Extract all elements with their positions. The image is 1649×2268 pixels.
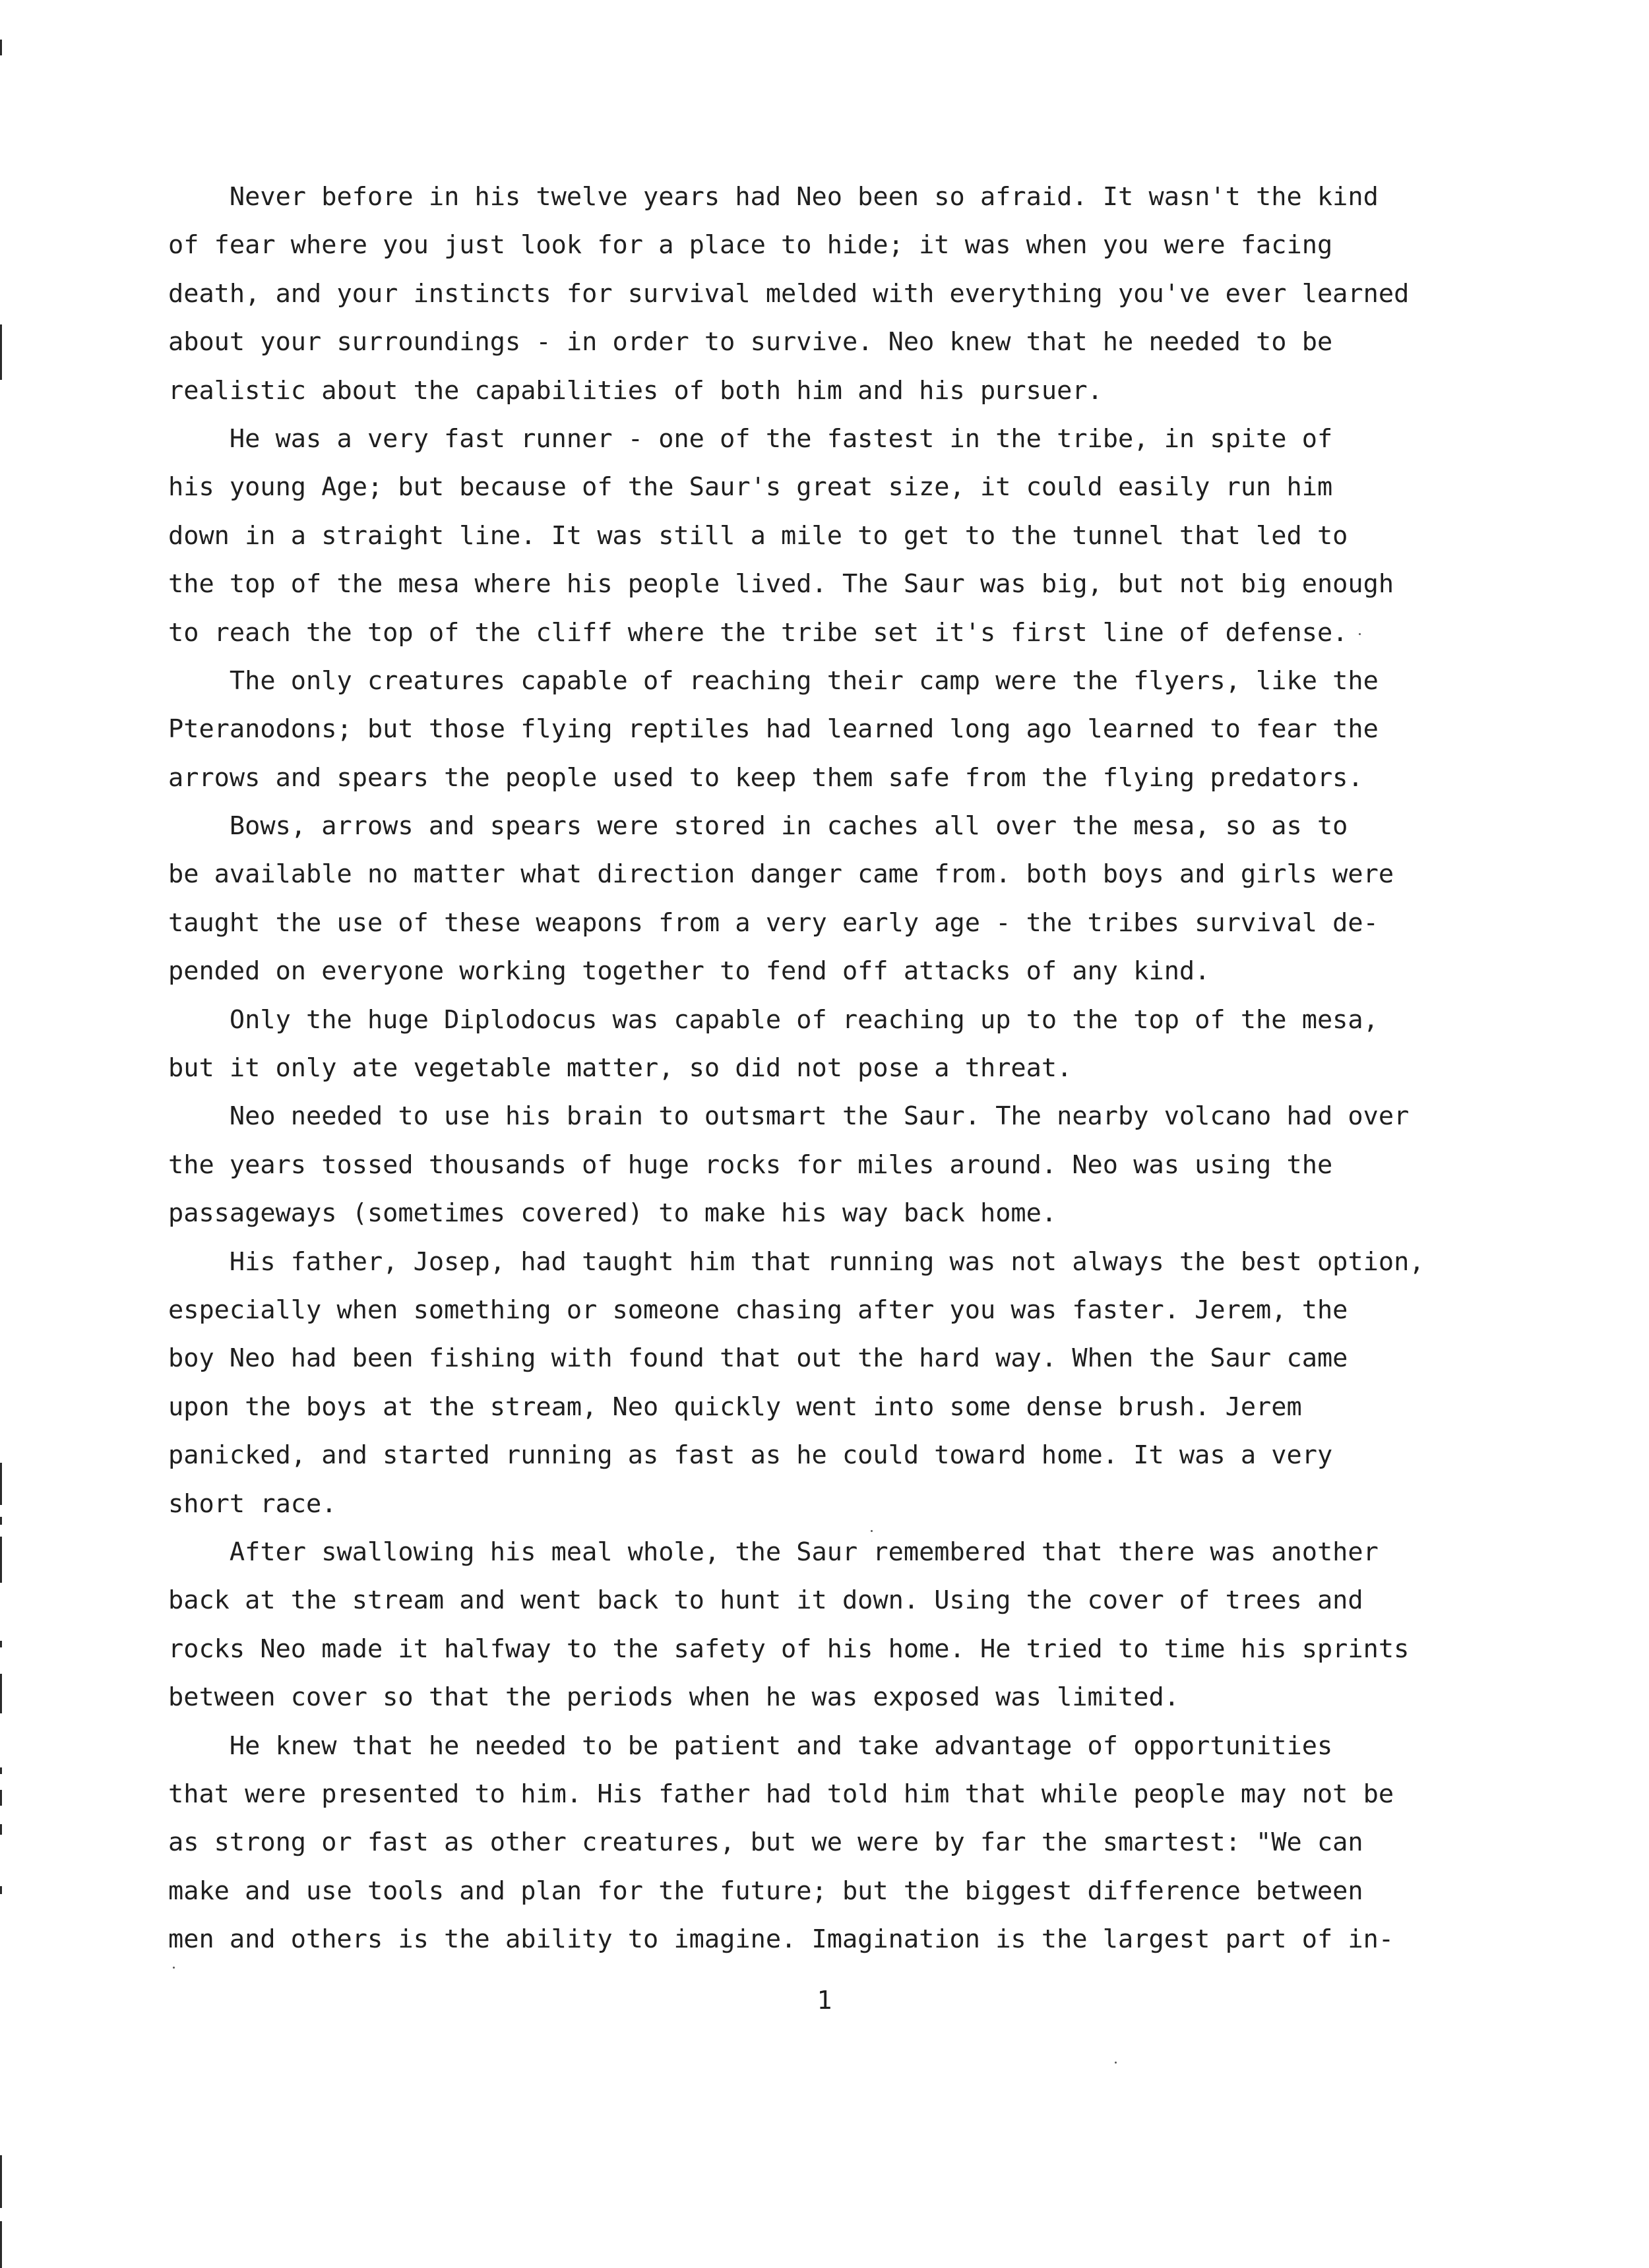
text-line: down in a straight line. It was still a mile to get to the tunnel that led to bbox=[168, 520, 1348, 551]
text-line: about your surroundings - in order to survive. Neo knew that he needed to be bbox=[168, 327, 1333, 357]
body-text bbox=[168, 173, 1527, 1963]
text-line: panicked, and started running as fast as he could toward home. It was a very bbox=[168, 1440, 1333, 1471]
scan-edge-mark bbox=[0, 1824, 2, 1835]
text-line: The only creatures capable of reaching their camp were the flyers, like the bbox=[168, 665, 1379, 696]
text-line: short race. bbox=[168, 1488, 337, 1519]
text-line: to reach the top of the cliff where the tribe set it's first line of defense. bbox=[168, 617, 1348, 648]
scan-edge-mark bbox=[0, 1517, 2, 1525]
text-line: He knew that he needed to be patient and take advantage of opportunities bbox=[168, 1731, 1333, 1761]
text-line: be available no matter what direction danger came from. both boys and girls were bbox=[168, 859, 1394, 890]
text-line: that were presented to him. His father had told him that while people may not be bbox=[168, 1779, 1394, 1809]
text-line: His father, Josep, had taught him that running was not always the best option, bbox=[168, 1246, 1425, 1277]
text-line: but it only ate vegetable matter, so did not pose a threat. bbox=[168, 1053, 1073, 1084]
text-line: between cover so that the periods when he was exposed was limited. bbox=[168, 1682, 1179, 1713]
text-line: upon the boys at the stream, Neo quickly went into some dense brush. Jerem bbox=[168, 1392, 1302, 1422]
scan-edge-mark bbox=[0, 1886, 2, 1894]
text-line: of fear where you just look for a place to hide; it was when you were facing bbox=[168, 230, 1333, 261]
scan-edge-mark bbox=[0, 2221, 2, 2268]
text-line: realistic about the capabilities of both him and his pursuer. bbox=[168, 375, 1103, 406]
scan-edge-mark bbox=[0, 1537, 2, 1583]
scan-speck bbox=[1115, 2062, 1117, 2064]
text-line: After swallowing his meal whole, the Saur remembered that there was another bbox=[168, 1537, 1379, 1567]
text-line: death, and your instincts for survival melded with everything you've ever learned bbox=[168, 278, 1410, 309]
scan-edge-mark bbox=[0, 1674, 2, 1713]
text-line: taught the use of these weapons from a very early age - the tribes survival de- bbox=[168, 907, 1379, 938]
text-line: Neo needed to use his brain to outsmart the Saur. The nearby volcano had over bbox=[168, 1101, 1410, 1132]
scan-edge-mark bbox=[0, 1767, 2, 1774]
text-line: He was a very fast runner - one of the fastest in the tribe, in spite of bbox=[168, 423, 1333, 454]
text-line: men and others is the ability to imagine. Imagination is the largest part of in- bbox=[168, 1924, 1394, 1955]
text-line: Never before in his twelve years had Neo been so afraid. It wasn't the kind bbox=[168, 182, 1379, 212]
text-line: his young Age; but because of the Saur's great size, it could easily run him bbox=[168, 472, 1333, 503]
scan-edge-mark bbox=[0, 324, 2, 380]
text-line: as strong or fast as other creatures, but we were by far the smartest: "We can bbox=[168, 1827, 1363, 1858]
text-line: boy Neo had been fishing with found that out the hard way. When the Saur came bbox=[168, 1343, 1348, 1374]
text-line: the top of the mesa where his people lived. The Saur was big, but not big enough bbox=[168, 569, 1394, 599]
scan-edge-mark bbox=[0, 40, 2, 55]
text-line: Bows, arrows and spears were stored in caches all over the mesa, so as to bbox=[168, 811, 1348, 842]
text-line: Pteranodons; but those flying reptiles had learned long ago learned to fear the bbox=[168, 714, 1379, 745]
text-line: especially when something or someone chasing after you was faster. Jerem, the bbox=[168, 1295, 1348, 1325]
scan-edge-mark bbox=[0, 1790, 2, 1806]
scan-edge-mark bbox=[0, 1641, 2, 1647]
page-number: 1 bbox=[817, 1986, 832, 2015]
text-line: passageways (sometimes covered) to make his way back home. bbox=[168, 1198, 1057, 1229]
text-line: arrows and spears the people used to keep them safe from the flying predators. bbox=[168, 762, 1363, 793]
scan-speck bbox=[173, 1967, 175, 1969]
scan-edge-mark bbox=[0, 1463, 2, 1505]
text-line: pended on everyone working together to fend off attacks of any kind. bbox=[168, 956, 1210, 987]
scan-edge-mark bbox=[0, 2155, 2, 2208]
text-line: back at the stream and went back to hunt it down. Using the cover of trees and bbox=[168, 1585, 1363, 1616]
text-line: rocks Neo made it halfway to the safety of his home. He tried to time his sprints bbox=[168, 1634, 1410, 1664]
text-line: make and use tools and plan for the future; but the biggest difference between bbox=[168, 1876, 1363, 1906]
text-line: the years tossed thousands of huge rocks for miles around. Neo was using the bbox=[168, 1149, 1333, 1180]
text-line: Only the huge Diplodocus was capable of reaching up to the top of the mesa, bbox=[168, 1004, 1379, 1035]
